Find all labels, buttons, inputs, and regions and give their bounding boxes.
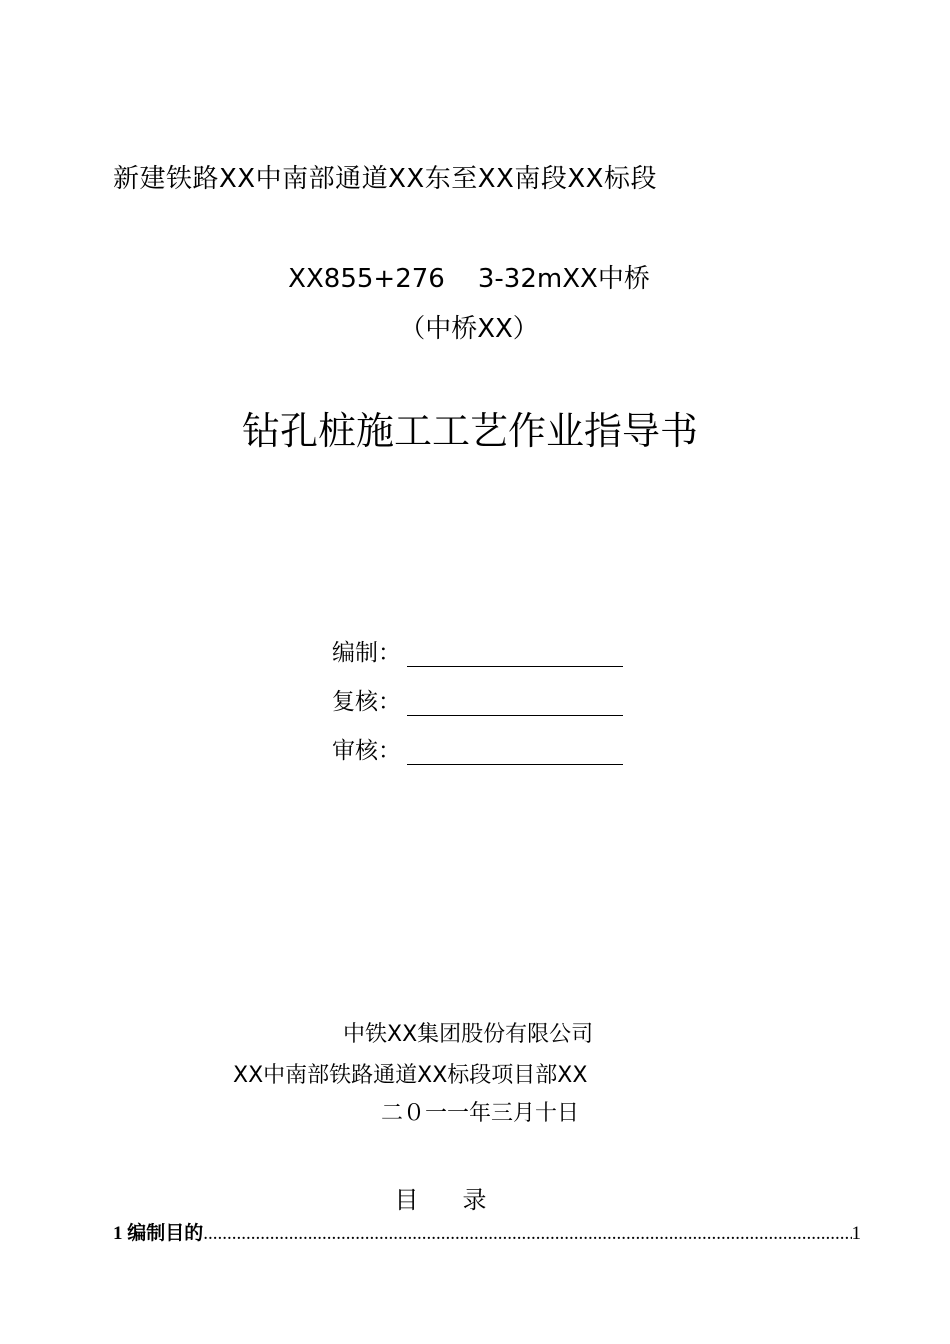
signature-line[interactable] bbox=[407, 642, 623, 667]
document-title-text: 钻孔桩施工工艺作业指导书 bbox=[241, 409, 698, 453]
document-title bbox=[0, 400, 950, 455]
signature-label: 编制： bbox=[332, 640, 401, 666]
signature-approve bbox=[332, 732, 623, 765]
toc-heading-text: 目录 bbox=[394, 1186, 531, 1214]
bridge-subtitle-text: （中桥XX） bbox=[399, 314, 539, 344]
project-line: 新建铁路XX中南部通道XX东至XX南段XX标段 bbox=[113, 164, 657, 194]
toc-entry-page: 1 bbox=[851, 1223, 861, 1244]
company-name: 中铁XX集团股份有限公司 bbox=[343, 1022, 594, 1047]
department-name: XX中南部铁路通道XX标段项目部XX bbox=[233, 1063, 588, 1088]
signature-line[interactable] bbox=[407, 740, 623, 765]
toc-entry[interactable] bbox=[113, 1218, 861, 1245]
toc-heading bbox=[0, 1180, 950, 1215]
signature-compile bbox=[332, 634, 623, 667]
bridge-line bbox=[0, 258, 950, 295]
signature-label: 复核： bbox=[332, 689, 401, 715]
toc-leader-dots bbox=[203, 1223, 851, 1245]
toc-entry-label: 1 编制目的 bbox=[113, 1223, 204, 1244]
signature-label: 审核： bbox=[332, 738, 401, 764]
bridge-subtitle bbox=[0, 308, 950, 345]
signature-review bbox=[332, 683, 623, 716]
signature-line[interactable] bbox=[407, 691, 623, 716]
bridge-line-text: XX855+276 3-32mXX中桥 bbox=[288, 264, 650, 294]
document-date: 二０一一年三月十日 bbox=[381, 1101, 580, 1126]
